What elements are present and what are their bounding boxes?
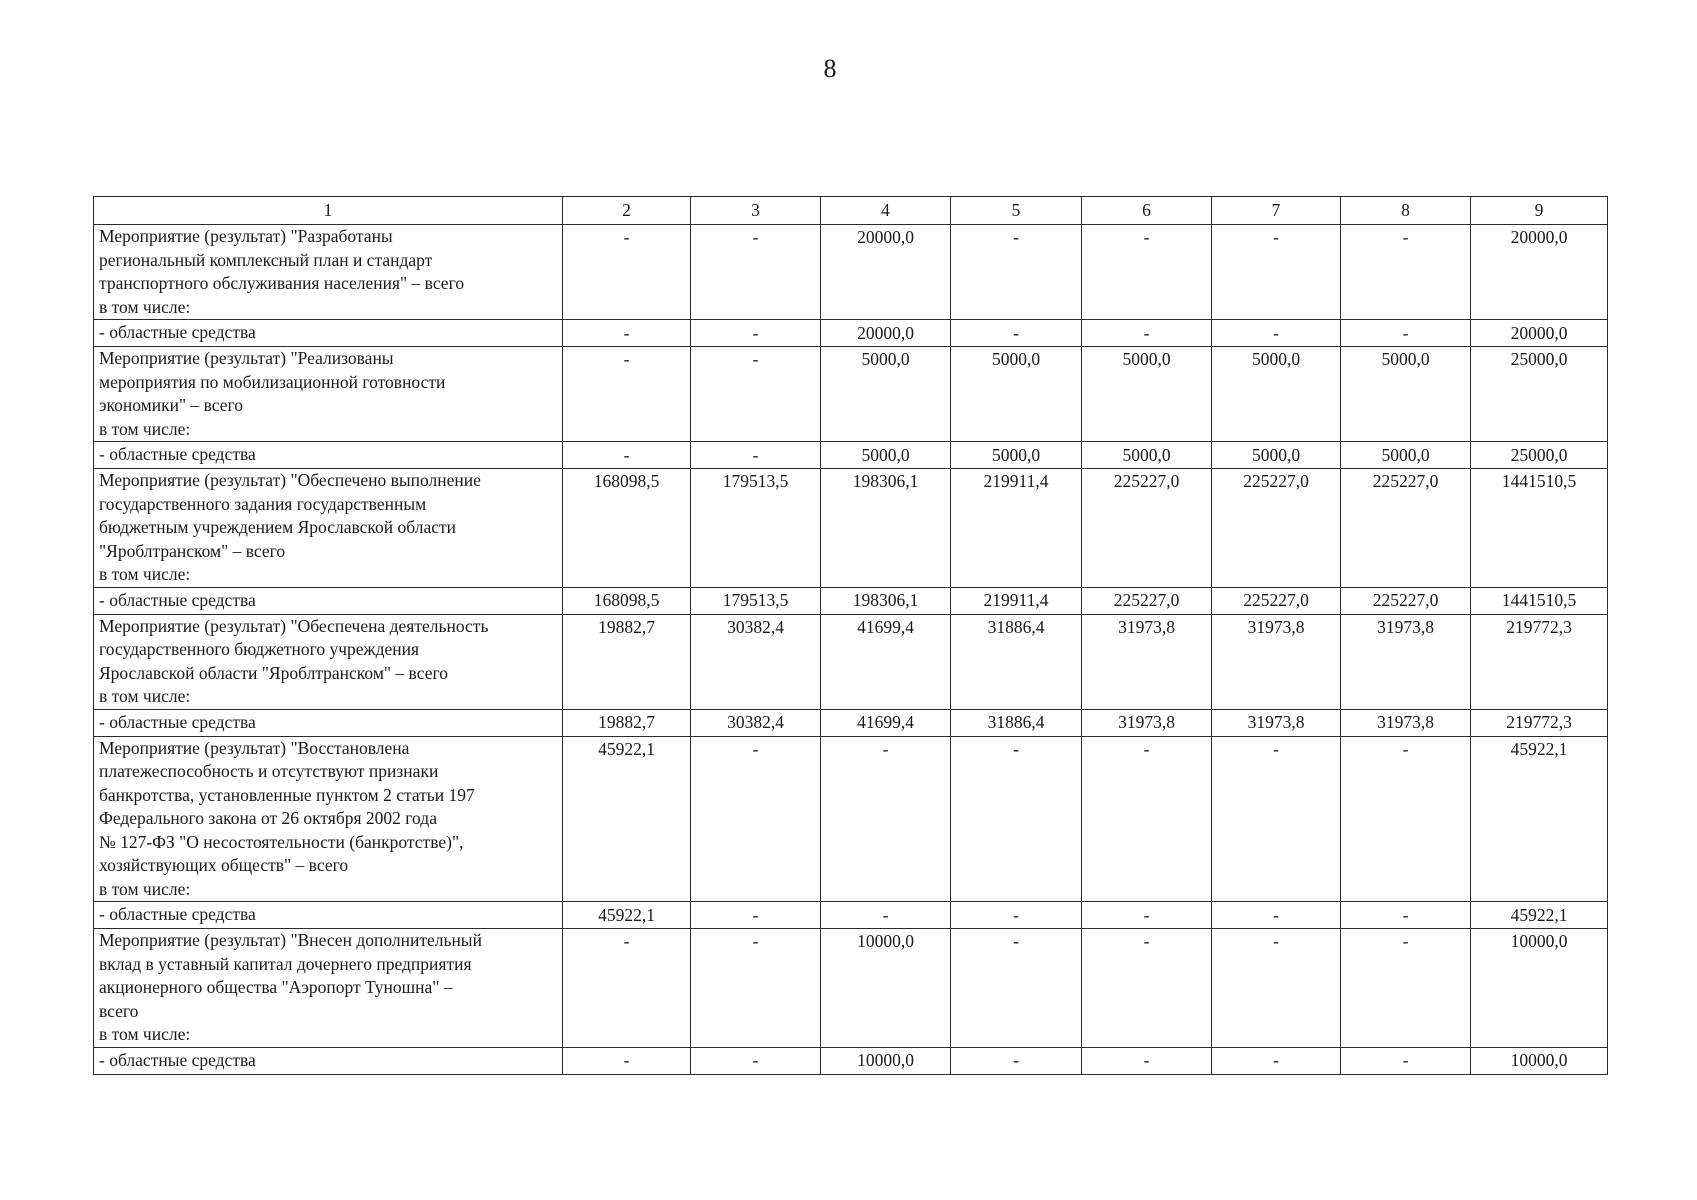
value-cell: 225227,0 [1082,469,1212,588]
activity-total-row [94,225,1608,320]
value-cell: 5000,0 [1212,442,1341,469]
activity-description [94,469,563,588]
value-cell: 1441510,5 [1471,469,1608,588]
value-cell: 41699,4 [821,614,951,709]
description-line: - областные средства [99,711,256,732]
value-cell: - [563,320,691,347]
description-line: всего [99,1000,139,1021]
description-line: государственного бюджетного учреждения [99,639,420,659]
value-cell: 10000,0 [1471,1047,1608,1074]
funding-source-label [94,587,563,614]
value-cell: - [951,929,1082,1048]
description-line: платежеспособность и отсутствуют признаки [99,761,439,781]
value-cell: - [1341,929,1471,1048]
value-cell: 5000,0 [1082,442,1212,469]
description-line: "Яроблтранском" – всего [99,540,286,561]
value-cell: 31973,8 [1082,709,1212,736]
activity-total-row [94,614,1608,709]
value-cell: 5000,0 [951,347,1082,442]
activity-total-row [94,469,1608,588]
column-number: 4 [821,197,951,225]
column-number: 7 [1212,197,1341,225]
description-line: № 127-ФЗ "О несостоятельности (банкротстве)", [99,831,464,852]
activity-description [94,225,563,320]
description-line: - областные средства [99,444,256,465]
column-number: 6 [1082,197,1212,225]
regional-funds-row [94,1047,1608,1074]
description-line: - областные средства [99,904,256,925]
value-cell: - [1341,225,1471,320]
value-cell: 5000,0 [1341,347,1471,442]
value-cell: - [1212,1047,1341,1074]
value-cell: - [1082,225,1212,320]
description-line: - областные средства [99,1049,256,1070]
description-line: мероприятия по мобилизационной готовности [99,371,446,392]
value-cell: - [951,736,1082,902]
column-number: 8 [1341,197,1471,225]
value-cell: - [563,225,691,320]
value-cell: 219772,3 [1471,614,1608,709]
funding-source-label [94,320,563,347]
value-cell: - [691,736,821,902]
page-number: 8 [823,54,837,83]
column-number: 5 [951,197,1082,225]
funding-source-label [94,902,563,929]
description-line: транспортного обслуживания населения" – всего [99,273,465,293]
value-cell: - [691,1047,821,1074]
value-cell: - [1341,902,1471,929]
value-cell: - [691,347,821,442]
value-cell: 5000,0 [821,347,951,442]
regional-funds-row [94,587,1608,614]
value-cell: 20000,0 [821,225,951,320]
value-cell: 31973,8 [1212,614,1341,709]
description-line: в том числе: [99,296,191,317]
column-number: 3 [691,197,821,225]
value-cell: 5000,0 [1212,347,1341,442]
value-cell: 31886,4 [951,614,1082,709]
description-line: Мероприятие (результат) "Обеспечена деятельность [99,615,489,636]
value-cell: - [1212,320,1341,347]
description-line: Мероприятие (результат) "Реализованы [99,348,394,368]
value-cell: - [563,442,691,469]
value-cell: 198306,1 [821,469,951,588]
value-cell: 198306,1 [821,587,951,614]
description-line: Мероприятие (результат) "Разработаны [99,226,393,246]
value-cell: 19882,7 [563,614,691,709]
value-cell: - [1212,929,1341,1048]
description-line: банкротства, установленные пунктом 2 статьи 197 [99,784,475,805]
value-cell: - [563,929,691,1048]
value-cell: 219911,4 [951,587,1082,614]
value-cell: 20000,0 [821,320,951,347]
funding-source-label [94,442,563,469]
value-cell: 5000,0 [1341,442,1471,469]
column-number: 2 [563,197,691,225]
value-cell: 219772,3 [1471,709,1608,736]
value-cell: 31886,4 [951,709,1082,736]
regional-funds-row [94,320,1608,347]
description-line: в том числе: [99,564,191,584]
table-body [94,197,1608,1075]
description-line: государственного задания государственным [99,493,427,514]
value-cell: - [1212,225,1341,320]
value-cell: 10000,0 [821,1047,951,1074]
description-line: Мероприятие (результат) "Внесен дополнительный [99,930,482,950]
description-line: экономики" – всего [99,395,244,415]
column-number-row [94,197,1608,225]
value-cell: 31973,8 [1341,709,1471,736]
description-line: в том числе: [99,686,191,706]
activity-description [94,347,563,442]
activity-total-row [94,736,1608,902]
description-line: в том числе: [99,418,191,439]
value-cell: - [1082,320,1212,347]
value-cell: - [1082,736,1212,902]
column-number: 9 [1471,197,1608,225]
value-cell: 31973,8 [1341,614,1471,709]
value-cell: 225227,0 [1212,469,1341,588]
value-cell: 41699,4 [821,709,951,736]
activity-total-row [94,929,1608,1048]
value-cell: - [1341,1047,1471,1074]
value-cell: 25000,0 [1471,347,1608,442]
value-cell: 30382,4 [691,709,821,736]
description-line: вклад в уставный капитал дочернего предприятия [99,953,472,974]
value-cell: 5000,0 [951,442,1082,469]
value-cell: 30382,4 [691,614,821,709]
value-cell: - [1341,320,1471,347]
description-line: Ярославской области "Яроблтранском" – всего [99,662,448,683]
value-cell: 19882,7 [563,709,691,736]
value-cell: - [1212,902,1341,929]
description-line: бюджетным учреждением Ярославской области [99,517,457,537]
value-cell: - [691,320,821,347]
description-line: в том числе: [99,1024,191,1044]
value-cell: - [1082,902,1212,929]
column-number: 1 [94,197,563,225]
value-cell: 179513,5 [691,587,821,614]
value-cell: - [821,736,951,902]
description-line: Федерального закона от 26 октября 2002 года [99,808,437,828]
value-cell: 168098,5 [563,587,691,614]
value-cell: - [563,1047,691,1074]
value-cell: 20000,0 [1471,225,1608,320]
value-cell: - [1082,1047,1212,1074]
description-line: региональный комплексный план и стандарт [99,249,433,270]
value-cell: 1441510,5 [1471,587,1608,614]
funding-source-label [94,709,563,736]
description-line: - областные средства [99,589,256,610]
description-line: Мероприятие (результат) "Восстановлена [99,737,410,758]
regional-funds-row [94,709,1608,736]
value-cell: 45922,1 [563,736,691,902]
value-cell: 219911,4 [951,469,1082,588]
value-cell: 168098,5 [563,469,691,588]
value-cell: 45922,1 [563,902,691,929]
value-cell: - [821,902,951,929]
activity-description [94,614,563,709]
value-cell: 45922,1 [1471,736,1608,902]
activity-total-row [94,347,1608,442]
value-cell: 45922,1 [1471,902,1608,929]
value-cell: - [1341,736,1471,902]
value-cell: - [691,442,821,469]
value-cell: 225227,0 [1341,587,1471,614]
description-line: в том числе: [99,878,191,899]
value-cell: - [1212,736,1341,902]
value-cell: - [691,902,821,929]
value-cell: 225227,0 [1341,469,1471,588]
value-cell: - [951,225,1082,320]
value-cell: - [563,347,691,442]
activity-description [94,736,563,902]
value-cell: 225227,0 [1082,587,1212,614]
value-cell: - [691,225,821,320]
description-line: акционерного общества "Аэропорт Туношна" – [99,977,453,997]
regional-funds-row [94,442,1608,469]
value-cell: - [1082,929,1212,1048]
value-cell: 20000,0 [1471,320,1608,347]
value-cell: 10000,0 [1471,929,1608,1048]
value-cell: - [951,1047,1082,1074]
value-cell: 5000,0 [1082,347,1212,442]
budget-table [93,196,1608,1075]
value-cell: 31973,8 [1082,614,1212,709]
regional-funds-row [94,902,1608,929]
value-cell: 25000,0 [1471,442,1608,469]
funding-source-label [94,1047,563,1074]
description-line: хозяйствующих обществ" – всего [99,855,349,875]
value-cell: 225227,0 [1212,587,1341,614]
activity-description [94,929,563,1048]
description-line: Мероприятие (результат) "Обеспечено выполнение [99,470,481,490]
value-cell: - [951,902,1082,929]
description-line: - областные средства [99,322,256,343]
value-cell: - [691,929,821,1048]
value-cell: 179513,5 [691,469,821,588]
value-cell: 5000,0 [821,442,951,469]
value-cell: 31973,8 [1212,709,1341,736]
value-cell: - [951,320,1082,347]
value-cell: 10000,0 [821,929,951,1048]
